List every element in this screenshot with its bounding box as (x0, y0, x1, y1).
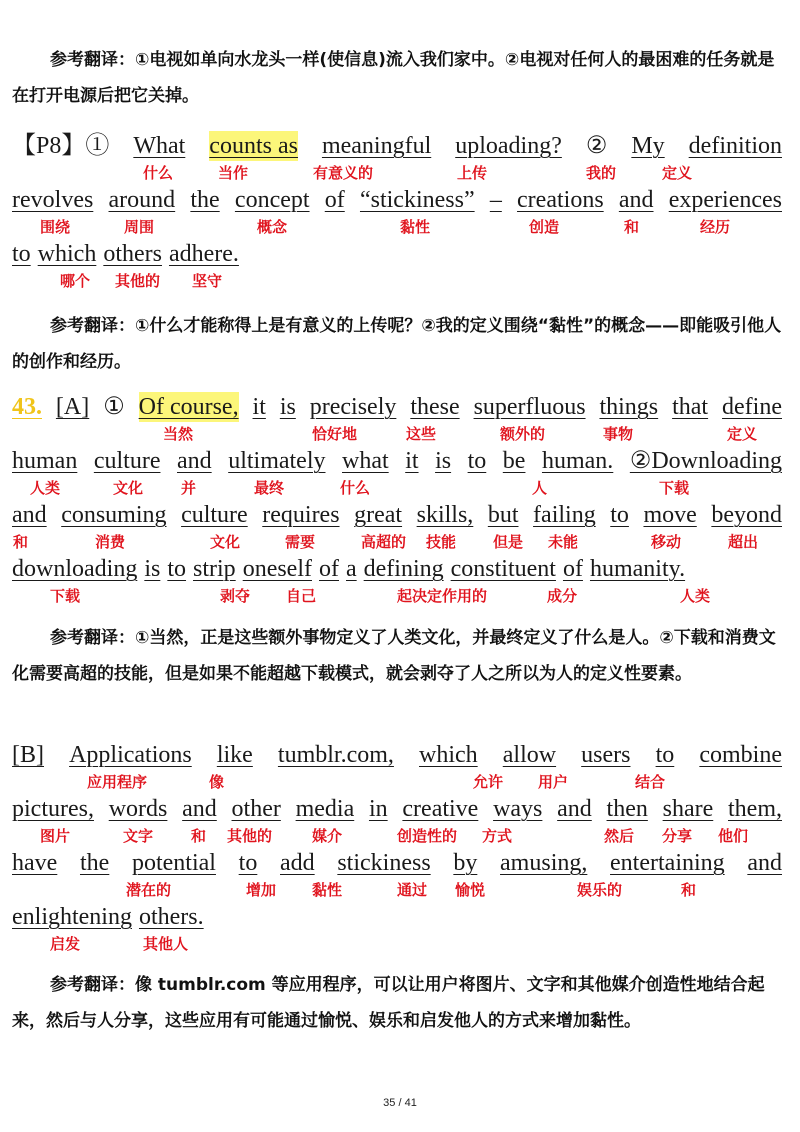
chinese-gloss: 这些 (406, 425, 437, 443)
english-word: things (599, 394, 659, 420)
english-word: failing (533, 502, 596, 528)
english-word: and (177, 448, 212, 474)
chinese-gloss: 和 (13, 533, 29, 551)
chinese-gloss: 其他的 (227, 827, 273, 845)
chinese-gloss: 然后 (604, 827, 635, 845)
english-word: to (12, 241, 31, 267)
chinese-gloss: 其他的 (115, 272, 161, 290)
chinese-gloss: 文化 (113, 479, 144, 497)
english-word: ②Downloading (629, 448, 782, 474)
gloss-line (0, 740, 800, 800)
english-word: around (108, 187, 176, 213)
chinese-gloss: 用户 (538, 773, 569, 791)
english-word: the (190, 187, 220, 213)
chinese-gloss: 起决定作用的 (397, 587, 488, 605)
english-word: revolves (12, 187, 94, 213)
chinese-gloss: 和 (624, 218, 640, 236)
english-word: Of course, (138, 394, 239, 420)
chinese-gloss: 启发 (50, 935, 81, 953)
english-word: add (280, 850, 315, 876)
gloss-line (0, 902, 800, 962)
english-word: these (410, 394, 460, 420)
chinese-gloss: 周围 (124, 218, 155, 236)
chinese-gloss: 最终 (254, 479, 285, 497)
reference-translation-43b: 参考翻译：像 tumblr.com 等应用程序，可以让用户将图片、文字和其他媒介创造性地结合起来，然后与人分享，这些应用有可能通过愉悦、娱乐和启发他人的方式来增加黏性。 (12, 975, 765, 1031)
chinese-gloss: 应用程序 (87, 773, 148, 791)
chinese-gloss: 剥夺 (220, 587, 251, 605)
english-word: tumblr.com, (277, 742, 394, 768)
english-word: adhere. (168, 241, 239, 267)
gloss-line (0, 239, 800, 299)
page-number: 35 / 41 (383, 1097, 417, 1109)
gloss-line (0, 185, 800, 245)
chinese-gloss: 人 (532, 479, 548, 497)
english-word: constituent (450, 556, 556, 582)
reference-translation-p8: 参考翻译：①什么才能称得上是有意义的上传呢？②我的定义围绕“黏性”的概念——即能吸引他人的创作和经历。 (12, 316, 782, 372)
gloss-line (0, 392, 800, 452)
chinese-gloss: 创造 (529, 218, 560, 236)
english-word: then (606, 796, 648, 822)
chinese-gloss: 当作 (218, 164, 249, 182)
chinese-gloss: 人类 (680, 587, 711, 605)
english-word: is (279, 394, 296, 420)
chinese-gloss: 图片 (40, 827, 71, 845)
chinese-gloss: 自己 (286, 587, 317, 605)
english-word: strip (193, 556, 236, 582)
chinese-gloss: 坚守 (192, 272, 223, 290)
reference-translation-top: 参考翻译：①电视如单向水龙头一样(使信息)流入我们家中。②电视对任何人的最困难的任务就是在打开电源后把它关掉。 (12, 50, 775, 106)
chinese-gloss: 什么 (340, 479, 371, 497)
chinese-gloss: 文化 (210, 533, 241, 551)
english-word: words (108, 796, 168, 822)
english-word: be (502, 448, 526, 474)
chinese-gloss: 他们 (718, 827, 749, 845)
english-word: to (610, 502, 629, 528)
chinese-gloss: 定义 (662, 164, 693, 182)
english-word: a (346, 556, 357, 582)
chinese-gloss: 概念 (257, 218, 288, 236)
chinese-gloss: 定义 (727, 425, 758, 443)
english-word: – (489, 187, 502, 213)
chinese-gloss: 黏性 (400, 218, 431, 236)
chinese-gloss: 经历 (700, 218, 731, 236)
english-word: what (342, 448, 389, 474)
chinese-gloss: 下载 (50, 587, 81, 605)
english-word: definition (688, 133, 782, 159)
english-word: superfluous (473, 394, 586, 420)
english-word: creative (402, 796, 479, 822)
english-word: 【P8】① (12, 133, 110, 159)
chinese-gloss: 并 (181, 479, 197, 497)
english-word: [B] (12, 742, 44, 768)
chinese-gloss: 我的 (586, 164, 617, 182)
english-word: define (722, 394, 782, 420)
chinese-gloss: 移动 (651, 533, 682, 551)
english-word: Applications (69, 742, 192, 768)
chinese-gloss: 上传 (457, 164, 488, 182)
english-word: defining (363, 556, 444, 582)
english-word: ① (103, 394, 125, 420)
english-word: others. (138, 904, 204, 930)
english-word: great (354, 502, 403, 528)
gloss-line (0, 848, 800, 908)
english-word: downloading (12, 556, 138, 582)
english-word: ways (493, 796, 543, 822)
chinese-gloss: 事物 (603, 425, 634, 443)
english-word: of (562, 556, 583, 582)
english-word: but (487, 502, 519, 528)
english-word: it (252, 394, 266, 420)
chinese-gloss: 像 (209, 773, 225, 791)
english-word: move (643, 502, 697, 528)
english-word: in (368, 796, 388, 822)
chinese-gloss: 方式 (482, 827, 513, 845)
english-word: of (319, 556, 339, 582)
english-word: ultimately (228, 448, 326, 474)
chinese-gloss: 其他人 (143, 935, 189, 953)
english-word: users (581, 742, 631, 768)
english-word: which (419, 742, 478, 768)
chinese-gloss: 允许 (473, 773, 504, 791)
chinese-gloss: 额外的 (500, 425, 546, 443)
english-word: ② (585, 133, 608, 159)
chinese-gloss: 娱乐的 (577, 881, 623, 899)
english-word: human (12, 448, 78, 474)
english-word: allow (502, 742, 557, 768)
english-word: to (655, 742, 675, 768)
chinese-gloss: 围绕 (40, 218, 71, 236)
english-word: What (133, 133, 186, 159)
chinese-gloss: 媒介 (312, 827, 343, 845)
english-word: oneself (242, 556, 312, 582)
english-word: and (618, 187, 654, 213)
gloss-line (0, 131, 800, 191)
english-word: requires (262, 502, 340, 528)
chinese-gloss: 什么 (143, 164, 174, 182)
english-word: and (182, 796, 217, 822)
english-word: of (324, 187, 345, 213)
english-word: share (662, 796, 714, 822)
english-word: counts as (209, 133, 298, 159)
chinese-gloss: 文字 (123, 827, 154, 845)
chinese-gloss: 人类 (30, 479, 61, 497)
english-word: media (295, 796, 355, 822)
english-word: “stickiness” (359, 187, 475, 213)
english-word: concept (234, 187, 310, 213)
english-word: amusing, (500, 850, 588, 876)
gloss-line (0, 794, 800, 854)
chinese-gloss: 下载 (659, 479, 690, 497)
chinese-gloss: 哪个 (60, 272, 91, 290)
gloss-line (0, 446, 800, 506)
chinese-gloss: 恰好地 (312, 425, 358, 443)
chinese-gloss: 消费 (95, 533, 126, 551)
english-word: experiences (668, 187, 782, 213)
english-word: combine (699, 742, 782, 768)
english-word: that (672, 394, 709, 420)
chinese-gloss: 技能 (426, 533, 457, 551)
chinese-gloss: 通过 (397, 881, 428, 899)
english-word: and (747, 850, 782, 876)
english-word: creations (517, 187, 604, 213)
chinese-gloss: 增加 (246, 881, 277, 899)
english-word: them, (728, 796, 782, 822)
chinese-gloss: 和 (191, 827, 207, 845)
english-word: potential (131, 850, 216, 876)
chinese-gloss: 高超的 (361, 533, 407, 551)
chinese-gloss: 有意义的 (313, 164, 374, 182)
english-word: to (467, 448, 487, 474)
english-word: it (405, 448, 419, 474)
english-word: to (238, 850, 258, 876)
english-word: others (103, 241, 162, 267)
english-word: culture (181, 502, 248, 528)
english-word: My (631, 133, 665, 159)
english-word: stickiness (337, 850, 431, 876)
english-word: which (37, 241, 97, 267)
english-word: uploading? (455, 133, 562, 159)
english-word: consuming (61, 502, 167, 528)
english-word: is (435, 448, 452, 474)
chinese-gloss: 但是 (493, 533, 524, 551)
chinese-gloss: 需要 (285, 533, 316, 551)
chinese-gloss: 当然 (163, 425, 194, 443)
english-word: other (231, 796, 281, 822)
english-word: to (167, 556, 187, 582)
chinese-gloss: 成分 (547, 587, 578, 605)
reference-translation-43a: 参考翻译：①当然，正是这些额外事物定义了人类文化，并最终定义了什么是人。②下载和消费文化需要高超的技能，但是如果不能超越下载模式，就会剥夺了人之所以为人的定义性要素。 (12, 628, 776, 684)
english-word: entertaining (610, 850, 725, 876)
english-word: [A] (55, 394, 90, 420)
english-word: the (79, 850, 110, 876)
chinese-gloss: 未能 (548, 533, 579, 551)
gloss-line (0, 500, 800, 560)
english-word: humanity. (589, 556, 686, 582)
gloss-line (0, 554, 800, 614)
chinese-gloss: 分享 (662, 827, 693, 845)
english-word: beyond (711, 502, 782, 528)
english-word: precisely (309, 394, 397, 420)
chinese-gloss: 和 (681, 881, 697, 899)
english-word: culture (93, 448, 161, 474)
chinese-gloss: 超出 (728, 533, 759, 551)
chinese-gloss: 结合 (635, 773, 666, 791)
english-word: by (453, 850, 478, 876)
english-word: human. (541, 448, 614, 474)
english-word: have (12, 850, 58, 876)
english-word: and (557, 796, 592, 822)
english-word: and (12, 502, 47, 528)
chinese-gloss: 愉悦 (455, 881, 486, 899)
english-word: like (216, 742, 253, 768)
english-word: enlightening (12, 904, 132, 930)
english-word: skills, (416, 502, 474, 528)
english-word: is (144, 556, 161, 582)
english-word: pictures, (12, 796, 94, 822)
chinese-gloss: 潜在的 (126, 881, 172, 899)
english-word: 43. (12, 394, 42, 420)
chinese-gloss: 黏性 (312, 881, 343, 899)
chinese-gloss: 创造性的 (397, 827, 458, 845)
english-word: meaningful (321, 133, 432, 159)
